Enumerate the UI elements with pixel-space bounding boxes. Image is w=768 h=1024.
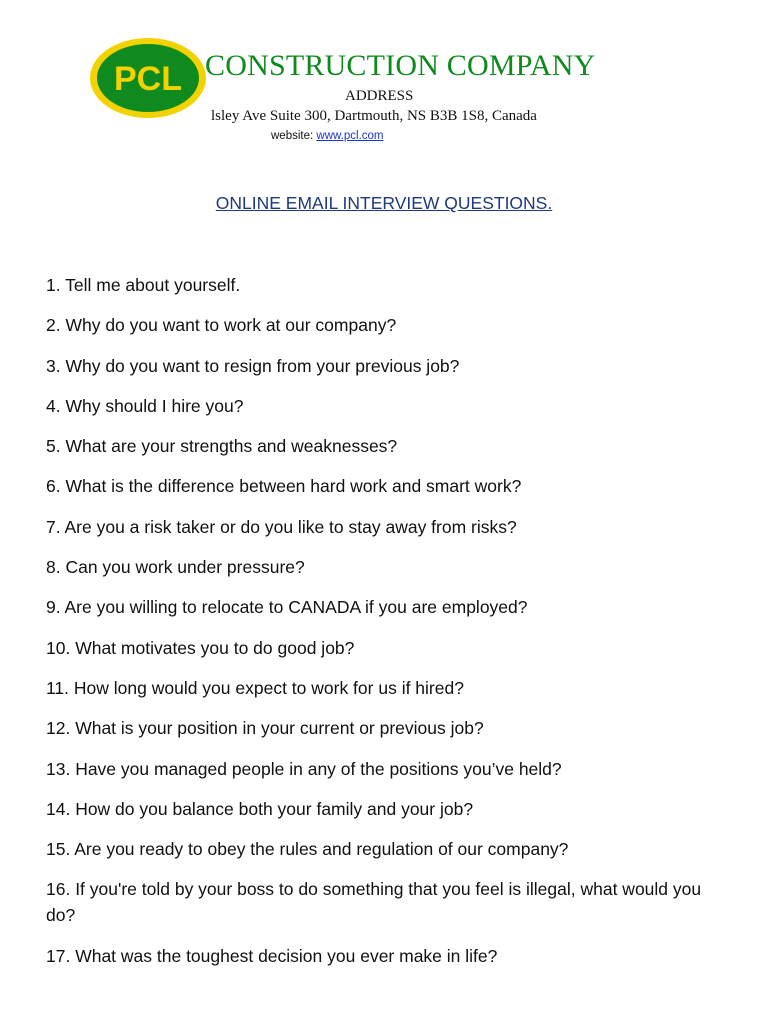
question-item: 11. How long would you expect to work for us if hired? (46, 677, 464, 698)
company-name: CONSTRUCTION COMPANY (205, 49, 596, 82)
question-item: 15. Are you ready to obey the rules and regulation of our company? (46, 839, 569, 860)
website-label: website: (271, 130, 314, 142)
question-item: 9. Are you willing to relocate to CANADA if you are employed? (46, 597, 528, 618)
question-item: 1. Tell me about yourself. (46, 275, 241, 295)
question-item: 14. How do you balance both your family and your job? (46, 798, 474, 819)
question-item: 8. Can you work under pressure? (46, 557, 305, 578)
question-item: 3. Why do you want to resign from your previous job? (46, 355, 460, 376)
document-title: ONLINE EMAIL INTERVIEW QUESTIONS. (215, 193, 553, 213)
question-item: 5. What are your strengths and weaknesses? (46, 436, 398, 457)
pcl-logo (88, 36, 208, 120)
question-item: 12. What is your position in your current or previous job? (46, 718, 484, 739)
address-label: ADDRESS (345, 88, 414, 104)
question-item: 16. If you're told by your boss to do something that you feel is illegal, what would you do? (46, 879, 702, 926)
logo-text: PCL (114, 60, 182, 98)
question-item: 7. Are you a risk taker or do you like to stay away from risks? (46, 516, 517, 537)
question-item: 2. Why do you want to work at our company? (46, 315, 397, 336)
website-link[interactable]: www.pcl.com (316, 130, 384, 142)
question-item: 6. What is the difference between hard work and smart work? (46, 476, 522, 497)
question-item: 13. Have you managed people in any of the positions you’ve held? (46, 758, 562, 779)
question-item: 17. What was the toughest decision you ever make in life? (46, 945, 498, 966)
question-list (46, 272, 726, 983)
address-line: lsley Ave Suite 300, Dartmouth, NS B3B 1S8, Canada (211, 108, 537, 124)
website-line (271, 129, 384, 143)
question-item: 4. Why should I hire you? (46, 395, 244, 416)
question-item: 10. What motivates you to do good job? (46, 637, 355, 658)
